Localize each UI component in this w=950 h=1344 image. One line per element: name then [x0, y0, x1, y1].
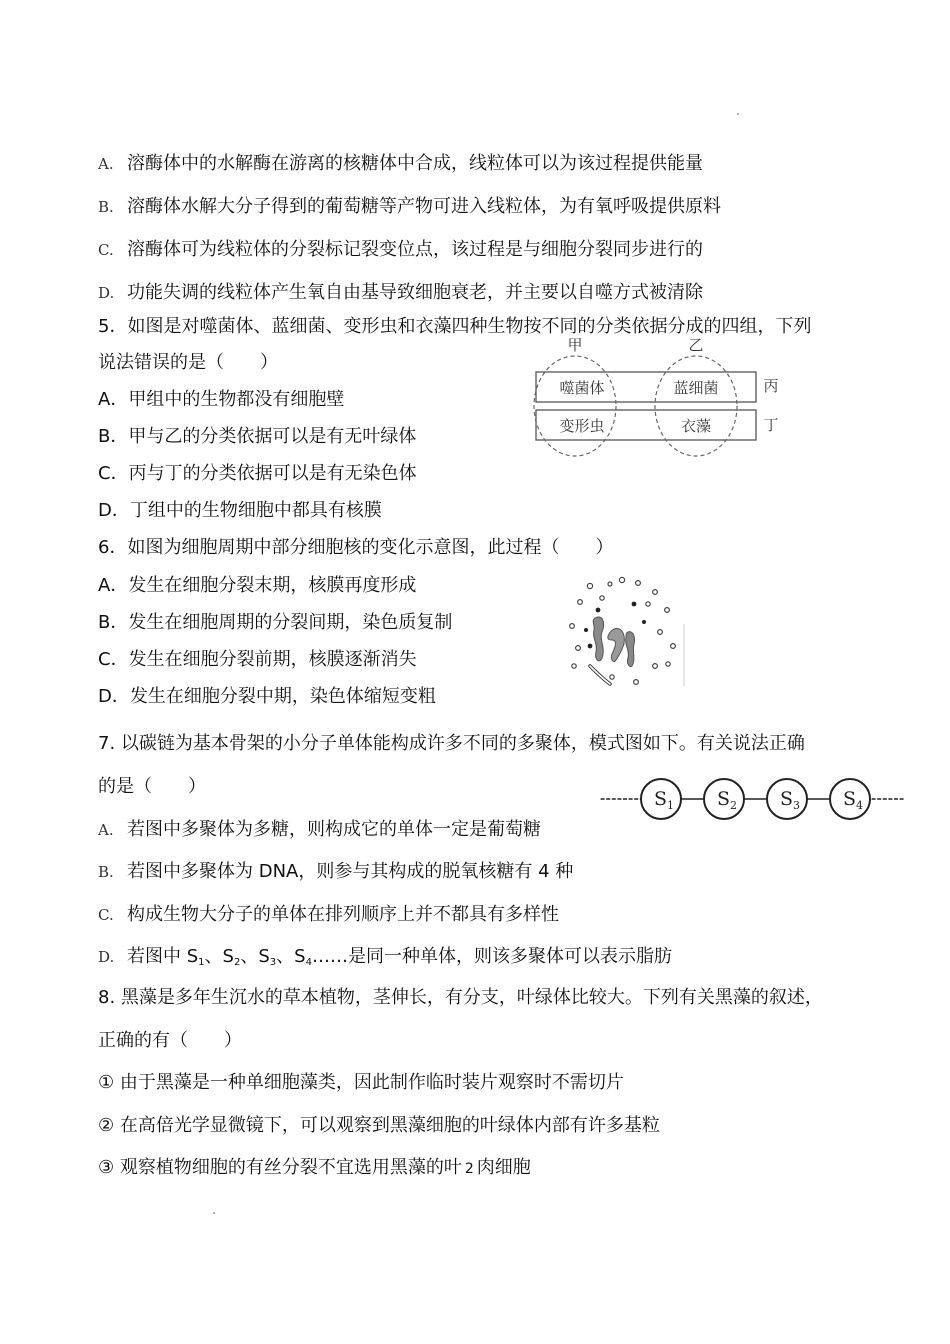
membrane-fragment: [590, 666, 610, 684]
stray-number: 2: [464, 1161, 474, 1177]
q8-statement-1: ① 由于黑藻是一种单细胞藻类，因此制作临时装片观察时不需切片: [98, 1072, 624, 1093]
q5-stem-line2: 说法错误的是（ ）: [98, 352, 278, 373]
separator: 、: [204, 946, 223, 967]
option-letter: A.: [98, 821, 114, 839]
s-letter: S: [222, 946, 234, 967]
q4-option-a: [98, 152, 703, 176]
monomer-s4-label: $S_4$: [843, 788, 864, 812]
option-letter: A．: [98, 389, 129, 410]
option-letter: B．: [98, 426, 129, 447]
option-text: 发生在细胞分裂中期，染色体缩短变粗: [129, 686, 436, 707]
group-yi-ellipse: [655, 356, 737, 456]
q4-option-d: [98, 281, 703, 305]
chromosome: [593, 617, 603, 661]
option-text: 溶酶体中的水解酶在游离的核糖体中合成，线粒体可以为该过程提供能量: [127, 153, 703, 174]
q6-stem: 6．如图为细胞周期中部分细胞核的变化示意图，此过程（ ）: [98, 537, 614, 558]
scan-speck: [737, 113, 739, 115]
q7-option-d: [98, 945, 672, 975]
monomer-symbol: [223, 946, 241, 967]
statement-text-pre: ③ 观察植物细胞的有丝分裂不宜选用黑藻的叶: [98, 1157, 462, 1178]
label-ding: 丁: [763, 416, 779, 434]
option-text: 构成生物大分子的单体在排列顺序上并不都具有多样性: [127, 904, 559, 925]
chromosome: [608, 629, 625, 662]
option-text: 丙与丁的分类依据可以是有无染色体: [128, 463, 417, 484]
s-letter: S: [186, 946, 199, 967]
q8-statement-2: ② 在高倍光学显微镜下，可以观察到黑藻细胞的叶绿体内部有许多基粒: [98, 1115, 660, 1136]
label-bing: 丙: [763, 377, 779, 395]
q8-stem-line2: 正确的有（ ）: [98, 1030, 242, 1051]
option-letter: B.: [98, 863, 114, 881]
q5-stem-line1: 5．如图是对噬菌体、蓝细菌、变形虫和衣藻四种生物按不同的分类依据分成的四组，下列: [98, 316, 812, 337]
option-letter: D．: [98, 500, 130, 521]
q7-stem-line1: 7. 以碳链为基本骨架的小分子单体能构成许多不同的多聚体，模式图如下。有关说法正确: [98, 733, 805, 754]
q7-polymer-chain-figure: [595, 774, 910, 824]
scan-speck: [213, 1212, 215, 1214]
option-text: 若图中多聚体为多糖，则构成它的单体一定是葡萄糖: [127, 819, 541, 840]
subscript: 1: [198, 957, 205, 968]
option-letter: C．: [98, 649, 129, 670]
label-yi: 乙: [688, 336, 704, 354]
label-jia: 甲: [567, 336, 583, 354]
monomer-symbol: [187, 946, 205, 967]
option-letter: C.: [98, 906, 114, 924]
q7-option-a: [98, 818, 541, 842]
q7-option-c: [98, 903, 559, 927]
option-text: 溶酶体可为线粒体的分裂标记裂变位点，该过程是与细胞分裂同步进行的: [127, 239, 703, 260]
q8-stem-line1: 8. 黑藻是多年生沉水的草本植物，茎伸长，有分支，叶绿体比较大。下列有关黑藻的叙述，: [98, 987, 823, 1008]
option-letter: C．: [98, 463, 129, 484]
monomer-s1-label: $S_1$: [654, 788, 675, 812]
option-text: 甲组中的生物都没有细胞壁: [128, 389, 345, 410]
option-text: 溶酶体水解大分子得到的葡萄糖等产物可进入线粒体，为有氧呼吸提供原料: [127, 196, 721, 217]
q5-option-c: [98, 462, 417, 486]
chromosome: [626, 632, 635, 667]
monomer-s2-label: $S_2$: [717, 788, 738, 812]
q5-option-a: [98, 388, 344, 412]
q6-option-a: [98, 574, 416, 598]
subscript: 4: [305, 957, 312, 968]
q4-option-c: [98, 238, 703, 262]
option-letter: D．: [98, 686, 130, 707]
option-text: 若图中多聚体为 DNA，则参与其构成的脱氧核糖有 4 种: [127, 861, 574, 882]
option-text: 丁组中的生物细胞中都具有核膜: [129, 500, 382, 521]
q5-classification-figure: [525, 330, 795, 460]
q6-option-d: [98, 685, 436, 709]
monomer-s3-label: $S_3$: [780, 788, 801, 812]
option-letter: B．: [98, 612, 129, 633]
cell-cyanobacteria: 蓝细菌: [673, 379, 719, 397]
option-text: 甲与乙的分类依据可以是有无叶绿体: [128, 426, 417, 447]
s-letter: S: [258, 946, 270, 967]
option-text: 发生在细胞分裂前期，核膜逐渐消失: [128, 649, 417, 670]
group-jia-ellipse: [534, 356, 616, 456]
q6-nucleus-figure: [560, 574, 690, 694]
q8-statement-3: [98, 1156, 531, 1181]
s-letter: S: [294, 946, 306, 967]
option-text: 发生在细胞分裂末期，核膜再度形成: [128, 575, 417, 596]
q7-stem-line2: 的是（ ）: [98, 776, 206, 797]
q4-option-b: [98, 195, 721, 219]
q6-option-c: [98, 648, 417, 672]
q6-option-b: [98, 611, 452, 635]
monomer-symbol: [258, 946, 276, 967]
monomer-symbol: [294, 946, 312, 967]
separator: 、: [240, 946, 259, 967]
subscript: 2: [233, 957, 241, 968]
separator: 、: [276, 946, 295, 967]
cell-amoeba: 变形虫: [559, 417, 605, 435]
option-text: 功能失调的线粒体产生氧自由基导致细胞衰老，并主要以自噬方式被清除: [127, 282, 703, 303]
option-letter: D.: [98, 284, 115, 302]
cell-chlamydomonas: 衣藻: [680, 417, 712, 435]
option-text: 发生在细胞周期的分裂间期，染色质复制: [128, 612, 453, 633]
option-letter: C.: [98, 241, 114, 259]
option-letter: A.: [98, 155, 114, 173]
option-text-pre: 若图中: [127, 946, 187, 967]
option-letter: D.: [98, 948, 115, 966]
q5-option-b: [98, 425, 416, 449]
statement-text-post: 肉细胞: [476, 1157, 531, 1178]
option-text-post: ……是同一种单体，则该多聚体可以表示脂肪: [311, 946, 672, 967]
q7-option-b: [98, 860, 573, 884]
option-letter: B.: [98, 198, 114, 216]
option-letter: A．: [98, 575, 129, 596]
q5-option-d: [98, 499, 382, 523]
cell-phage: 噬菌体: [559, 379, 605, 397]
subscript: 3: [269, 957, 277, 968]
